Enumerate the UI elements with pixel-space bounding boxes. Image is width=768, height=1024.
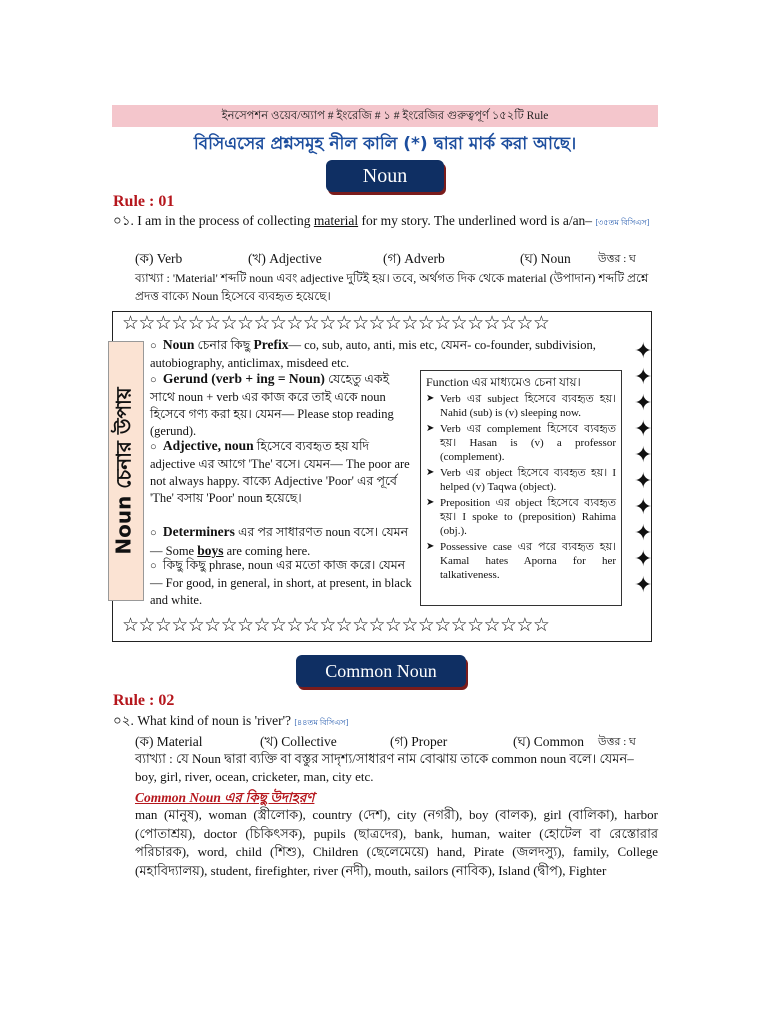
bullet-adjective xyxy=(150,437,415,507)
bullet-bold: Prefix xyxy=(253,337,289,352)
stars-border-top: ☆☆☆☆☆☆☆☆☆☆☆☆☆☆☆☆☆☆☆☆☆☆☆☆☆☆ xyxy=(122,313,550,334)
bullet-text: are coming here. xyxy=(223,544,311,558)
option-c: (গ) Adverb xyxy=(383,251,445,266)
bullet-text: — co, sub, auto, anti, mis etc, যেমন- co-founder, subdivision, autobiography, anticlimax, misdeed etc. xyxy=(150,338,596,370)
function-box xyxy=(420,370,622,606)
answer: উত্তর : ঘ xyxy=(598,253,636,265)
bullet-bold: Adjective, noun xyxy=(162,438,254,453)
bullet-text: হিসেবে ব্যবহৃত হয় যদি adjective এর আগে 'The' বসে। যেমন— The poor are not always happy. বাক্যে Adjective 'Poor' এর পূর্বে 'The' বসায় 'Poor' noun হয়েছে। xyxy=(150,439,410,505)
sparkle-icon: ✦ xyxy=(634,546,653,571)
function-item: ➤ Verb এর subject হিসেবে ব্যবহৃত হয়। Nahid (sub) is (v) sleeping now. xyxy=(426,392,616,420)
bullet-gerund xyxy=(150,370,415,440)
rule-02-question xyxy=(113,713,658,731)
question-source: [৩৫তম বিসিএস] xyxy=(595,218,650,227)
sparkle-icon: ✦ xyxy=(634,494,653,519)
sparkle-icon: ✦ xyxy=(634,442,653,467)
question-text: What kind of noun is 'river'? xyxy=(137,713,292,728)
option-b: (খ) Collective xyxy=(260,734,337,749)
circle-bullet-icon: ○ xyxy=(150,374,157,386)
function-title: Function এর মাধ্যমেও চেনা যায়। xyxy=(426,375,581,389)
circle-bullet-icon: ○ xyxy=(150,560,157,572)
rule-01-title: Rule : 01 xyxy=(113,193,175,210)
side-label xyxy=(108,341,144,601)
section-title-common-noun: Common Noun xyxy=(296,655,466,687)
bullet-determiners xyxy=(150,523,415,560)
bullet-bold: Determiners xyxy=(162,524,235,539)
function-item: ➤ Verb এর complement হিসেবে ব্যবহৃত হয়। Hasan is (v) a professor (complement). xyxy=(426,422,616,464)
option-c: (গ) Proper xyxy=(390,734,448,749)
bullet-phrase xyxy=(150,557,415,609)
side-label-text: Noun চেনার উপায় xyxy=(111,387,136,555)
circle-bullet-icon: ○ xyxy=(150,340,157,352)
sparkle-icon: ✦ xyxy=(634,520,653,545)
rule-01-explanation: ব্যাখ্যা : 'Material' শব্দটি noun এবং adjective দুটিই হয়। তবে, অর্থগত দিক থেকে material (উপাদান) শব্দটি প্রশ্নে প্রদত্ত বাক্যে Noun হিসেবে ব্যবহৃত হয়েছে। xyxy=(135,271,649,303)
bullet-text: কিছু কিছু phrase, noun এর মতো কাজ করে। যেমন— For good, in general, in short, at present, in black and white. xyxy=(150,558,412,607)
sparkle-column xyxy=(634,338,654,598)
bullet-text: যেহেতু একই সাথে noun + verb এর কাজ করে তাই একে noun হিসেবে গণ্য করা হয়। যেমন— Please stop reading (gerund). xyxy=(150,372,394,438)
rule-01-options xyxy=(135,248,658,266)
bullet-text: এর পর সাধারণত noun বসে। যেমন— Some xyxy=(150,525,409,558)
circle-bullet-icon: ○ xyxy=(150,441,157,453)
bullet-text: চেনার কিছু xyxy=(194,338,254,352)
question-source: [৪৪তম বিসিএস] xyxy=(294,718,349,727)
question-text-post: for my story. The underlined word is a/an– xyxy=(361,213,593,228)
rule-02-explanation: ব্যাখ্যা : যে Noun দ্বারা ব্যক্তি বা বস্তুর সাদৃশ্য/সাধারণ নাম বোঝায় তাকে common noun বলে। যেমন– boy, girl, river, ocean, cricketer, man, city etc. xyxy=(135,751,634,784)
option-b: (খ) Adjective xyxy=(248,251,322,266)
sparkle-icon: ✦ xyxy=(634,572,653,597)
sparkle-icon: ✦ xyxy=(634,338,653,363)
underlined-word: boys xyxy=(197,543,224,558)
rule-02-options xyxy=(135,731,658,749)
stars-border-bottom: ☆☆☆☆☆☆☆☆☆☆☆☆☆☆☆☆☆☆☆☆☆☆☆☆☆☆ xyxy=(122,615,550,636)
circle-bullet-icon: ○ xyxy=(150,527,157,539)
rule-01-question xyxy=(113,213,658,231)
sparkle-icon: ✦ xyxy=(634,364,653,389)
option-a: (ক) Verb xyxy=(135,251,183,266)
rule-02-title: Rule : 02 xyxy=(113,692,175,709)
bullet-bold: Noun xyxy=(162,337,195,352)
option-a: (ক) Material xyxy=(135,734,203,749)
question-text-pre: I am in the process of collecting xyxy=(137,213,311,228)
function-item: ➤ Preposition এর object হিসেবে ব্যবহৃত হয়। I spoke to (preposition) Rahima (obj.). xyxy=(426,496,616,538)
function-item: ➤ Possessive case এর পরে ব্যবহৃত হয়। Kamal hates Aporna for her talkativeness. xyxy=(426,540,616,582)
option-d: (ঘ) Noun xyxy=(520,251,571,266)
top-banner: ইনসেপশন ওয়েব/অ্যাপ # ইংরেজি # ১ # ইংরেজির গুরুত্বপূর্ণ ১৫২টি Rule xyxy=(112,105,658,127)
question-number: ০১. xyxy=(113,213,134,228)
sparkle-icon: ✦ xyxy=(634,416,653,441)
answer: উত্তর : ঘ xyxy=(598,736,636,748)
section-title-noun: Noun xyxy=(326,160,444,192)
subtitle: বিসিএসের প্রশ্নসমূহ নীল কালি (*) দ্বারা মার্ক করা আছে। xyxy=(193,134,577,154)
examples-list: man (মানুষ), woman (স্ত্রীলোক), country (দেশ), city (নগরী), boy (বালক), girl (বালিকা), harbor (পোতাশ্রয়), doctor (চিকিৎসক), pupils (ছাত্রদের), bank, human, waiter (হোটেল বা রেস্তোরার পরিচারক), word, child (শিশু), Children (ছেলেমেয়ে) hand, Pirate (জলদস্যু), family, College (মহাবিদ্যালয়), student, firefighter, river (নদী), mouth, sailors (নাবিক), Island (দ্বীপ), Fighter xyxy=(135,807,658,878)
question-number: ০২. xyxy=(113,713,134,728)
bullet-bold: Gerund (verb + ing = Noun) xyxy=(162,371,325,386)
examples-heading: Common Noun এর কিছু উদাহরণ xyxy=(135,790,315,805)
sparkle-icon: ✦ xyxy=(634,390,653,415)
option-d: (ঘ) Common xyxy=(513,734,584,749)
sparkle-icon: ✦ xyxy=(634,468,653,493)
bullet-prefix xyxy=(150,336,620,372)
underlined-word: material xyxy=(313,213,359,228)
function-item: ➤ Verb এর object হিসেবে ব্যবহৃত হয়। I helped (v) Taqwa (object). xyxy=(426,466,616,494)
